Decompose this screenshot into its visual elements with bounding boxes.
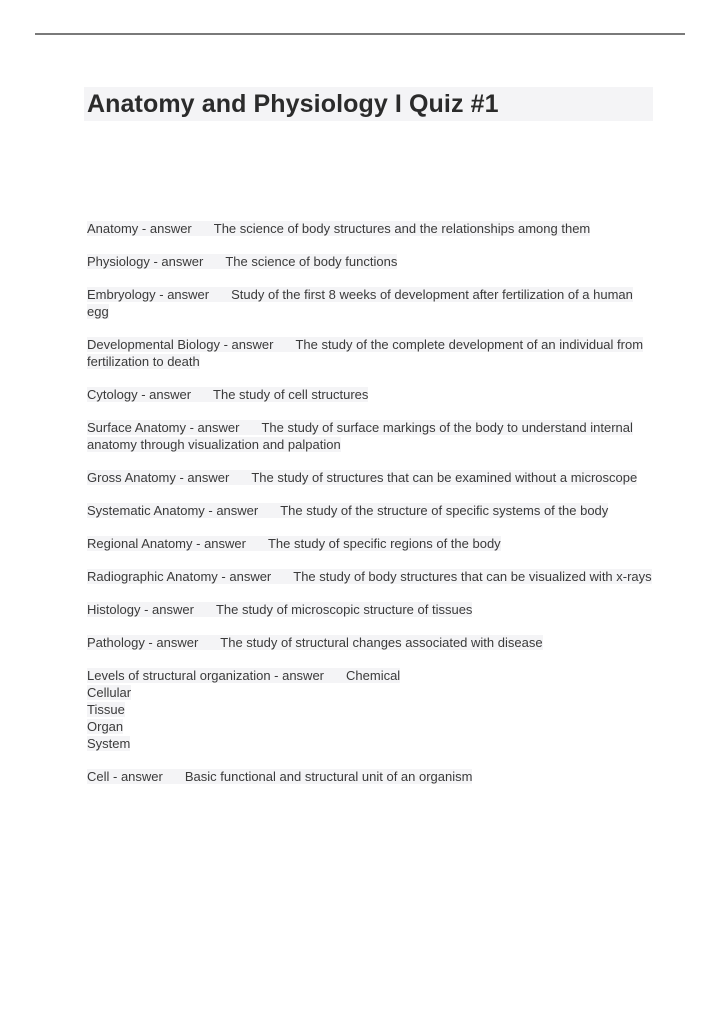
qa-answer: The study of the complete development of an individual from fertilization to death xyxy=(87,337,644,369)
qa-term: Pathology - answer xyxy=(87,635,220,650)
qa-item-gross-anatomy xyxy=(87,469,652,486)
top-divider xyxy=(35,33,685,35)
qa-term: Cytology - answer xyxy=(87,387,213,402)
qa-term: Levels of structural organization - answer xyxy=(87,668,346,683)
qa-term: Physiology - answer xyxy=(87,254,225,269)
qa-term: Developmental Biology - answer xyxy=(87,337,295,352)
qa-term: Embryology - answer xyxy=(87,287,231,302)
qa-term: Cell - answer xyxy=(87,769,185,784)
qa-answer: The study of body structures that can be visualized with x-rays xyxy=(293,569,652,584)
qa-item-developmental-biology xyxy=(87,336,652,370)
qa-item-pathology xyxy=(87,634,652,651)
qa-answer: The study of structures that can be examined without a microscope xyxy=(251,470,638,485)
qa-item-embryology xyxy=(87,286,652,320)
qa-term: Gross Anatomy - answer xyxy=(87,470,251,485)
qa-item-anatomy xyxy=(87,220,652,237)
qa-term: Radiographic Anatomy - answer xyxy=(87,569,293,584)
qa-answer: The science of body functions xyxy=(225,254,398,269)
qa-term: Regional Anatomy - answer xyxy=(87,536,268,551)
qa-item-levels-of-organization xyxy=(87,667,652,752)
qa-item-physiology xyxy=(87,253,652,270)
qa-item-cytology xyxy=(87,386,652,403)
qa-list xyxy=(87,220,652,801)
page-title: Anatomy and Physiology I Quiz #1 xyxy=(87,90,499,118)
qa-answer: Study of the first 8 weeks of development after fertilization of a human egg xyxy=(87,287,633,319)
qa-answer: Chemical Cellular Tissue Organ System xyxy=(87,668,401,751)
qa-item-radiographic-anatomy xyxy=(87,568,652,585)
qa-term: Histology - answer xyxy=(87,602,216,617)
qa-answer: The study of structural changes associated with disease xyxy=(220,635,543,650)
qa-answer: The science of body structures and the relationships among them xyxy=(213,221,591,236)
qa-answer: Basic functional and structural unit of an organism xyxy=(184,769,473,784)
qa-term: Surface Anatomy - answer xyxy=(87,420,261,435)
qa-item-cell xyxy=(87,768,652,785)
qa-item-systematic-anatomy xyxy=(87,502,652,519)
qa-term: Systematic Anatomy - answer xyxy=(87,503,280,518)
qa-answer: The study of the structure of specific systems of the body xyxy=(280,503,609,518)
qa-item-surface-anatomy xyxy=(87,419,652,453)
qa-answer: The study of specific regions of the body xyxy=(267,536,501,551)
qa-answer: The study of cell structures xyxy=(213,387,369,402)
qa-item-regional-anatomy xyxy=(87,535,652,552)
qa-answer: The study of microscopic structure of tissues xyxy=(215,602,473,617)
qa-term: Anatomy - answer xyxy=(87,221,214,236)
qa-item-histology xyxy=(87,601,652,618)
qa-answer: The study of surface markings of the body to understand internal anatomy through visualization and palpation xyxy=(87,420,633,452)
